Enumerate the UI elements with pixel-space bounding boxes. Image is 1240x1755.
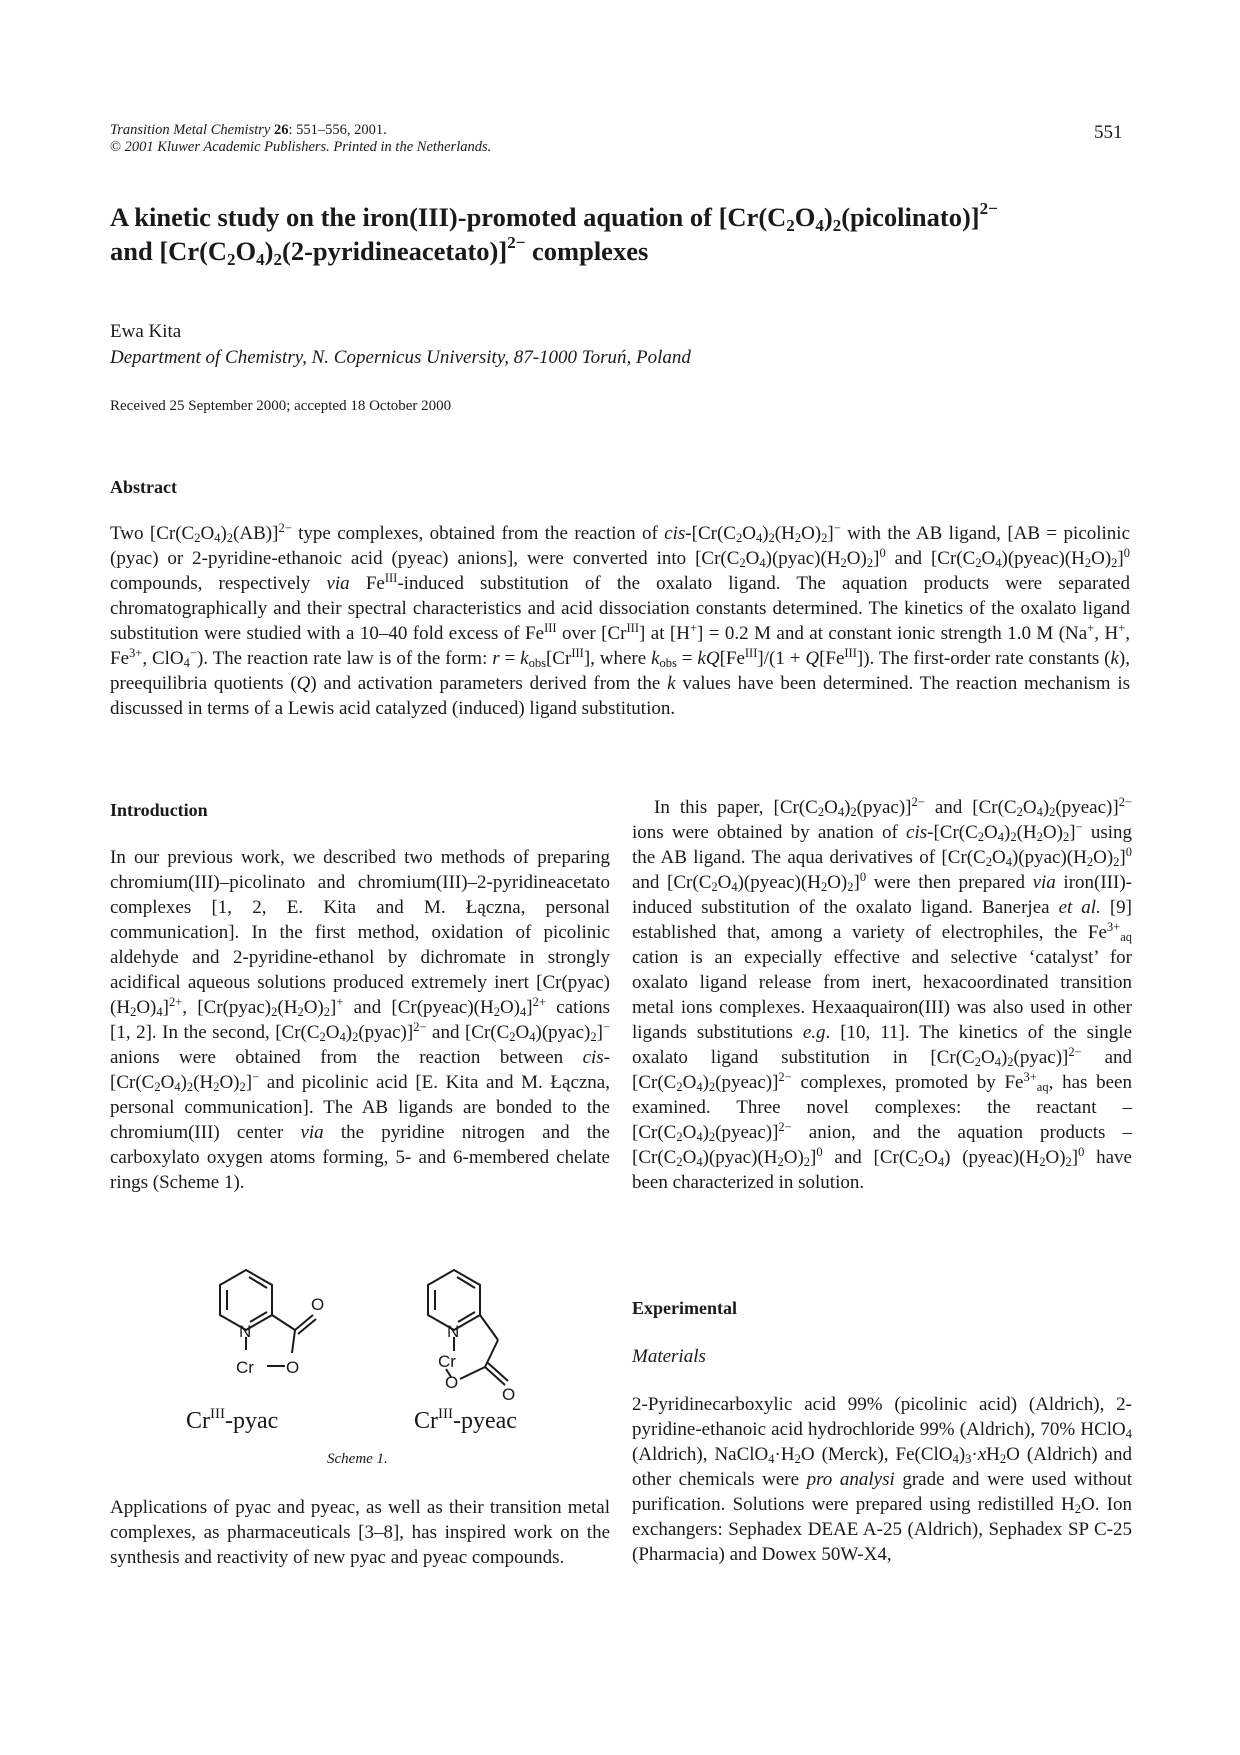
materials-subheading: Materials [632, 1346, 706, 1367]
abstract-text: Two $[Cr(C_2O_4)_2(AB)]^{2-}$ type complexes, obtained from the reaction of cis-$[Cr(C_2O_4)_2(H_2O)_2]^-$ with the AB ligand, [AB = picolinic (pyac) or 2-pyridine-ethanoic acid (pyeac) anions], were converted into $[Cr(C_2O_4)(pyac)(H_2O)_2]^0$ and $[Cr(C_2O_4)(pyeac)(H_2O)_2]^0$ compounds, respectively via $Fe^{III}$-induced substitution of the oxalato ligand. The aquation products were separated chromatographically and their spectral characteristics and acid dissociation constants determined. The kinetics of the oxalato ligand substitution were studied with a 10–40 fold excess of $Fe^{III}$ over $[Cr^{III}]$ at [H+] = 0.2 M and at constant ionic strength 1.0 M (Na+, H+, $Fe^{3+}$, ClO$_4$−). The reaction rate law is of the form: $r = k_{obs}[Cr^{III}]$, where $k_{obs} = kQ[Fe^{III}]/(1 + Q[Fe^{III}])$. The first-order rate constants (k), preequilibria quotients (Q) and activation parameters derived from the k values have been determined. The reaction mechanism is discussed in terms of a Lewis acid catalyzed (induced) ligand substitution. [110, 521, 1131, 719]
copyright-text: 2001 Kluwer Academic Publishers. Printed in the Netherlands. [124, 139, 492, 155]
journal-volume: 26 [273, 122, 289, 138]
journal-citation [110, 122, 491, 156]
pyac-atom-n: N [239, 1322, 252, 1341]
copyright-symbol: © [110, 139, 122, 155]
article-title [110, 200, 1140, 268]
introduction-paragraph-2: Applications of pyac and pyeac, as well as their transition metal complexes, as pharmaceuticals [3–8], has inspired work on the synthesis and reactivity of new pyac and pyeac compounds. [110, 1497, 610, 1568]
materials-paragraph: 2-Pyridinecarboxylic acid 99% (picolinic acid) (Aldrich), 2-pyridine-ethanoic acid hydrochloride 99% (Aldrich), 70% HClO$_4$ (Aldrich), $NaClO_4\cdot H_2O$ (Merck), $Fe(ClO_4)_3\cdot xH_2O$ (Aldrich) and other chemicals were pro analysi grade and were used without purification. Solutions were prepared using redistilled $H_2O$. Ion exchangers: Sephadex DEAE A-25 (Aldrich), Sephadex SP C-25 (Pharmacia) and Dowex 50W-X4, [632, 1394, 1132, 1565]
pyeac-atom-o-ring: O [445, 1373, 459, 1392]
pyeac-atom-cr: Cr [438, 1352, 456, 1371]
pyac-atom-o-carbonyl: O [311, 1295, 325, 1314]
introduction-paragraph-1: In our previous work, we described two methods of preparing chromium(III)–picolinato and chromium(III)–2-pyridineacetato complexes [1, 2, E. Kita and M. Łączna, personal communication]. In the first method, oxidation of picolinic aldehyde and 2-pyridine-ethanol by dichromate in strongly acidifical aqueous solutions produced extremely inert $[Cr(pyac)(H_2O)_4]^{2+}$, $[Cr(pyac)_2(H_2O)_2]^+$ and $[Cr(pyeac)(H_2O)_4]^{2+}$ cations [1, 2]. In the second, $[Cr(C_2O_4)_2(pyac)]^{2-}$ and $[Cr(C_2O_4)(pyac)_2]^-$ anions were obtained from the reaction between cis-$[Cr(C_2O_4)_2(H_2O)_2]^-$ and picolinic acid [E. Kita and M. Łączna, personal communication]. The AB ligands are bonded to the chromium(III) center via the pyridine nitrogen and the carboxylato oxygen atoms forming, 5- and 6-membered chelate rings (Scheme 1). [110, 847, 611, 1193]
copyright-line [110, 139, 491, 156]
introduction-heading: Introduction [110, 800, 208, 820]
abstract-heading: Abstract [110, 477, 177, 497]
received-dates: Received 25 September 2000; accepted 18 October 2000 [110, 398, 452, 414]
experimental-heading: Experimental [632, 1298, 737, 1318]
journal-name: Transition Metal Chemistry [110, 122, 271, 138]
journal-line [110, 122, 491, 139]
title-line-2: and $[Cr(C_2O_4)_2(2-pyridineacetato)]^{2-}$ complexes [110, 233, 649, 269]
title-line-1: A kinetic study on the iron(III)-promoted aquation of $[Cr(C_2O_4)_2(picolinato)]^{2-}$ [110, 199, 998, 235]
introduction-paragraph-3: In this paper, $[Cr(C_2O_4)_2(pyac)]^{2-}$ and $[Cr(C_2O_4)_2(pyeac)]^{2-}$ ions were obtained by anation of cis-$[Cr(C_2O_4)_2(H_2O)_2]^-$ using the AB ligand. The aqua derivatives of $[Cr(C_2O_4)(pyac)(H_2O)_2]^0$ and $[Cr(C_2O_4)(pyeac)(H_2O)_2]^0$ were then prepared via iron(III)-induced substitution of the oxalato ligand. Banerjea et al. [9] established that, among a variety of electrophiles, the $Fe^{3+}_{aq}$ cation is an expecially effective and selective ‘catalyst’ for oxalato ligand release from inert, hexacoordinated transition metal ions complexes. Hexaaquairon(III) was also used in other ligands substitutions e.g. [10, 11]. The kinetics of the single oxalato ligand substitution in $[Cr(C_2O_4)_2(pyac)]^{2-}$ and $[Cr(C_2O_4)_2(pyeac)]^{2-}$ complexes, promoted by $Fe^{3+}_{aq}$, has been examined. Three novel complexes: the reactant – $[Cr(C_2O_4)_2(pyeac)]^{2-}$ anion, and the aquation products – $[Cr(C_2O_4)(pyac)(H_2O)_2]^0$ and [$Cr(C_2O_4)$ $(pyeac)(H_2O)_2]^0$ have been characterized in solution. [632, 795, 1133, 1193]
scheme-caption: Scheme 1. [327, 1451, 388, 1467]
journal-pages: : 551–556, 2001. [288, 122, 387, 138]
scheme-label-cr-pyeac: $Cr^{III}$-pyeac [414, 1406, 517, 1434]
pyac-atom-o-ring: O [286, 1358, 300, 1377]
scheme-label-cr-pyac: $Cr^{III}$-pyac [186, 1406, 279, 1434]
pyeac-atom-o-carbonyl: O [502, 1385, 516, 1404]
author-name: Ewa Kita [110, 321, 182, 342]
pyac-atom-cr: Cr [236, 1358, 254, 1377]
pyeac-atom-n: N [447, 1322, 460, 1341]
author-affiliation: Department of Chemistry, N. Copernicus University, 87-1000 Toruń, Poland [110, 347, 691, 368]
page-number: 551 [1094, 122, 1123, 143]
